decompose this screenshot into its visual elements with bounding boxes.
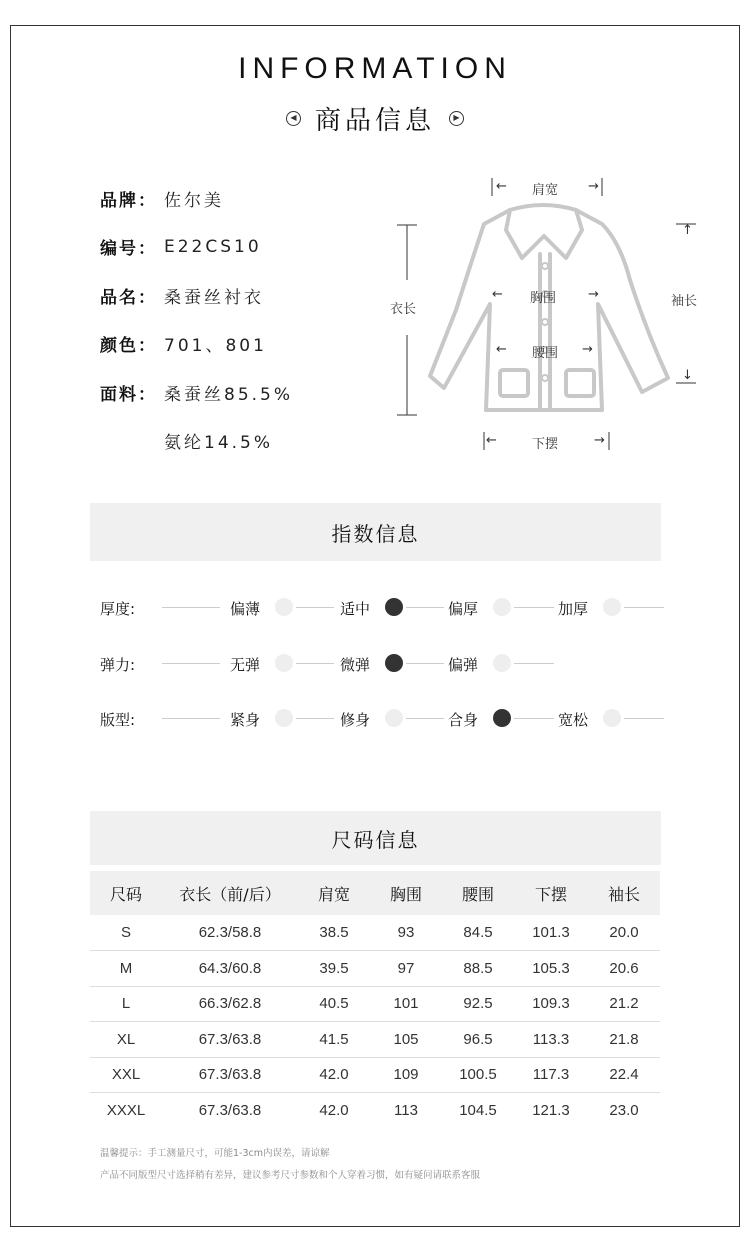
size-cell: 96.5 — [442, 1022, 514, 1058]
table-row — [90, 951, 660, 987]
info-value: 氨纶14.5% — [164, 433, 274, 454]
size-cell: 67.3/63.8 — [198, 1102, 262, 1119]
option-dot-selected — [385, 654, 403, 672]
option-dot — [603, 598, 621, 616]
index-info-header: 指数信息 — [90, 503, 661, 561]
info-value: 桑蚕丝衬衣 — [164, 287, 264, 308]
option-dot — [385, 709, 403, 727]
index-line — [162, 718, 220, 719]
arrow-right-icon: → — [588, 179, 599, 194]
info-row-fabric-extra — [100, 417, 293, 466]
index-option: 微弹 — [340, 656, 371, 674]
size-cell: 97 — [370, 951, 442, 987]
index-line — [514, 718, 554, 719]
size-info-header: 尺码信息 — [90, 811, 661, 865]
index-option: 宽松 — [558, 711, 589, 729]
title-chinese-row — [0, 98, 750, 138]
arrow-right-icon: → — [594, 433, 605, 448]
index-label: 版型: — [100, 711, 136, 729]
index-line — [514, 663, 554, 664]
size-cell: 104.5 — [459, 1102, 497, 1119]
info-row-code — [100, 223, 293, 272]
arrow-down-icon: ↓ — [682, 368, 693, 383]
size-cell: 84.5 — [442, 915, 514, 951]
index-row-fit — [100, 704, 670, 734]
size-cell: 20.0 — [588, 915, 660, 951]
index-option: 适中 — [340, 600, 371, 618]
size-cell: 42.0 — [298, 1057, 370, 1093]
size-cell: 109 — [370, 1057, 442, 1093]
arrow-left-icon: ← — [492, 287, 503, 302]
size-cell: 121.3 — [532, 1102, 570, 1119]
size-cell: 113.3 — [514, 1022, 588, 1058]
size-cell: 101 — [370, 986, 442, 1022]
size-header-cell: 腰围 — [442, 871, 514, 915]
option-dot — [275, 598, 293, 616]
arrow-left-icon: ← — [496, 179, 507, 194]
index-row-elasticity — [100, 649, 670, 679]
size-table — [90, 871, 660, 1128]
size-cell: 40.5 — [298, 986, 370, 1022]
size-cell: 109.3 — [514, 986, 588, 1022]
info-row-name — [100, 271, 293, 320]
info-label: 编号： — [100, 239, 157, 260]
index-label: 弹力: — [100, 656, 136, 674]
garment-diagram — [380, 170, 720, 460]
size-cell: 93 — [370, 915, 442, 951]
size-cell: 67.3/63.8 — [162, 1057, 298, 1093]
info-value: 佐尔美 — [164, 190, 224, 211]
size-cell: 39.5 — [298, 951, 370, 987]
chest-label: 胸围 — [530, 291, 557, 306]
circle-left-arrow-icon: ◀ — [286, 111, 301, 126]
table-row — [90, 986, 660, 1022]
arrow-left-icon: ← — [486, 433, 497, 448]
option-dot-selected — [385, 598, 403, 616]
info-row-fabric — [100, 368, 293, 417]
index-line — [162, 663, 220, 664]
size-cell: 62.3/58.8 — [162, 915, 298, 951]
table-row — [90, 915, 660, 951]
size-cell: 41.5 — [298, 1022, 370, 1058]
index-line — [406, 607, 444, 608]
size-cell: XXXL — [106, 1102, 146, 1119]
title-english: INFORMATION — [238, 52, 512, 85]
info-label: 面料： — [100, 384, 157, 405]
size-cell: 92.5 — [442, 986, 514, 1022]
length-label: 衣长 — [390, 302, 417, 317]
option-dot-selected — [493, 709, 511, 727]
arrow-left-icon: ← — [496, 342, 507, 357]
option-dot — [275, 654, 293, 672]
size-cell: L — [90, 986, 162, 1022]
index-option: 无弹 — [230, 656, 261, 674]
size-cell: 113 — [394, 1102, 418, 1119]
option-dot — [275, 709, 293, 727]
shoulder-label: 肩宽 — [532, 183, 559, 198]
size-cell: 21.2 — [588, 986, 660, 1022]
info-value: 桑蚕丝85.5% — [164, 384, 294, 405]
index-line — [406, 718, 444, 719]
index-line — [296, 607, 334, 608]
size-cell: XXL — [90, 1057, 162, 1093]
option-dot — [603, 709, 621, 727]
index-line — [514, 607, 554, 608]
arrow-right-icon: → — [588, 287, 599, 302]
table-row — [90, 1057, 660, 1093]
index-option: 偏薄 — [230, 600, 261, 618]
info-label: 品名： — [100, 287, 157, 308]
size-cell: 21.8 — [588, 1022, 660, 1058]
arrow-up-icon: ↑ — [682, 223, 693, 238]
index-option: 紧身 — [230, 711, 261, 729]
index-option: 加厚 — [558, 600, 589, 618]
size-cell: 66.3/62.8 — [162, 986, 298, 1022]
size-cell: 117.3 — [514, 1057, 588, 1093]
table-row — [90, 1093, 660, 1129]
size-cell: 64.3/60.8 — [162, 951, 298, 987]
size-cell: S — [90, 915, 162, 951]
size-header-cell: 衣长（前/后） — [162, 871, 298, 915]
index-row-thickness — [100, 593, 670, 623]
info-value: E22CS10 — [164, 236, 262, 257]
info-label: 品牌： — [100, 190, 157, 211]
hem-label: 下摆 — [532, 437, 559, 452]
size-header-cell: 尺码 — [90, 871, 162, 915]
index-label: 厚度: — [100, 600, 136, 618]
index-line — [296, 663, 334, 664]
size-cell: 22.4 — [588, 1057, 660, 1093]
option-dot — [493, 598, 511, 616]
size-cell: 100.5 — [442, 1057, 514, 1093]
index-line — [296, 718, 334, 719]
product-info-list — [100, 174, 293, 465]
note-fit-advice: 产品不同版型尺寸选择稍有差异，建议参考尺寸参数和个人穿着习惯，如有疑问请联系客服 — [100, 1170, 481, 1181]
index-line — [406, 663, 444, 664]
size-cell: 88.5 — [442, 951, 514, 987]
size-cell: 23.0 — [609, 1102, 639, 1119]
size-cell: 20.6 — [588, 951, 660, 987]
size-cell: 101.3 — [514, 915, 588, 951]
size-cell: XL — [90, 1022, 162, 1058]
index-option: 修身 — [340, 711, 371, 729]
info-value: 701、801 — [164, 336, 267, 357]
info-row-brand — [100, 174, 293, 223]
index-line — [624, 607, 664, 608]
size-cell: M — [90, 951, 162, 987]
size-cell: 105.3 — [514, 951, 588, 987]
note-measurement: 温馨提示：手工测量尺寸，可能1-3cm内误差，请谅解 — [100, 1148, 330, 1159]
size-cell: 42.0 — [319, 1102, 349, 1119]
option-dot — [493, 654, 511, 672]
size-header-cell: 肩宽 — [298, 871, 370, 915]
index-option: 偏弹 — [448, 656, 479, 674]
index-option: 合身 — [448, 711, 479, 729]
sleeve-label: 袖长 — [671, 294, 698, 309]
size-header-cell: 袖长 — [588, 871, 660, 915]
index-line — [162, 607, 220, 608]
size-header-cell: 下摆 — [514, 871, 588, 915]
index-line — [624, 718, 664, 719]
circle-right-arrow-icon: ▶ — [449, 111, 464, 126]
table-row — [90, 1022, 660, 1058]
title-chinese: 商品信息 — [314, 105, 435, 136]
size-table-header-row — [90, 871, 660, 915]
size-cell: 105 — [370, 1022, 442, 1058]
size-cell: 38.5 — [298, 915, 370, 951]
waist-label: 腰围 — [532, 346, 559, 361]
shirt-outline-icon — [380, 170, 720, 460]
info-label: 颜色： — [100, 336, 157, 357]
arrow-right-icon: → — [582, 342, 593, 357]
size-cell: 67.3/63.8 — [162, 1022, 298, 1058]
index-option: 偏厚 — [448, 600, 479, 618]
size-header-cell: 胸围 — [370, 871, 442, 915]
info-row-color — [100, 320, 293, 369]
